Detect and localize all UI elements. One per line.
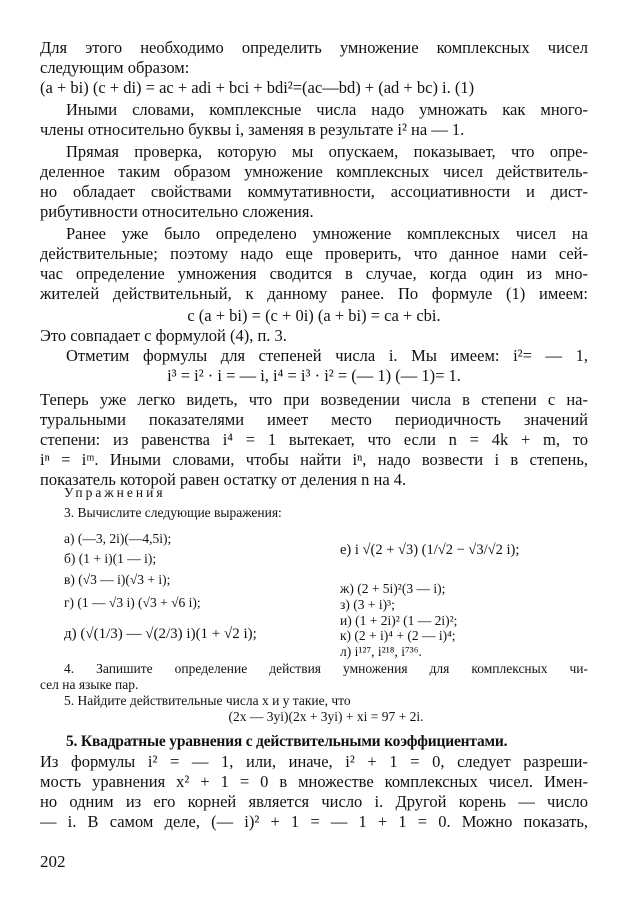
exercise-item: а) (—3, 2i)(—4,5i); bbox=[64, 531, 172, 546]
exercise-4-cont: сел на языке пар. bbox=[40, 677, 139, 692]
formula-1: (a + bi) (c + di) = ac + adi + bci + bdi²=(ac—bd) + (ad + bc) i. (1) bbox=[40, 78, 475, 97]
text-line: Иными словами, комплексные числа надо умножать как много- bbox=[66, 100, 588, 119]
text-line: Из формулы i² = — 1, или, иначе, i² + 1 = 0, следует разреши- bbox=[40, 752, 588, 771]
section-heading: 5. Квадратные уравнения с действительными коэффициентами. bbox=[66, 733, 508, 750]
text-line: Отметим формулы для степеней числа i. Мы имеем: i²= — 1, bbox=[66, 346, 588, 365]
text-line: члены относительно буквы i, заменяя в результате i² на — 1. bbox=[40, 120, 465, 139]
text-line: час определение умножения сводится в случае, когда один из мно- bbox=[40, 264, 588, 283]
exercise-5-formula: (2x — 3yi)(2x + 3yi) + xi = 97 + 2i. bbox=[228, 709, 424, 724]
text-line: действительные; поэтому надо еще проверить, что данное нами сей- bbox=[40, 244, 588, 263]
formula-powers: i³ = i² · i = — i, i⁴ = i³ · i² = (— 1) (— 1)= 1. bbox=[167, 366, 461, 385]
text-line: Теперь уже легко видеть, что при возведении числа в степени с на- bbox=[40, 390, 588, 409]
text-line: Для этого необходимо определить умножение комплексных чисел bbox=[40, 38, 588, 57]
text-line: Это совпадает с формулой (4), п. 3. bbox=[40, 326, 287, 345]
exercises-heading: Упражнения bbox=[64, 485, 166, 500]
text-line: но одним из его корней является число i. Другой корень — число bbox=[40, 792, 588, 811]
text-line: следующим образом: bbox=[40, 58, 190, 77]
text-line: туральными показателями имеет место периодичность значений bbox=[40, 410, 588, 429]
text-line: iⁿ = iᵐ. Иными словами, чтобы найти iⁿ, надо возвести i в степень, bbox=[40, 450, 588, 469]
exercise-item: г) (1 — √3 i) (√3 + √6 i); bbox=[64, 595, 201, 610]
text-line: степени: из равенства i⁴ = 1 вытекает, что если n = 4k + m, то bbox=[40, 430, 588, 449]
exercise-item: к) (2 + i)⁴ + (2 — i)⁴; bbox=[340, 628, 456, 643]
text-line: мость уравнения x² + 1 = 0 в множестве комплексных чисел. Имен- bbox=[40, 772, 588, 791]
text-line: Прямая проверка, которую мы опускаем, показывает, что опре- bbox=[66, 142, 588, 161]
page-number: 202 bbox=[40, 852, 66, 871]
exercise-item: и) (1 + 2i)² (1 — 2i)²; bbox=[340, 613, 458, 628]
text-line: деленное таким образом умножение комплексных чисел действитель- bbox=[40, 162, 588, 181]
exercise-5: 5. Найдите действительные числа x и y такие, что bbox=[64, 693, 351, 708]
exercise-item: ж) (2 + 5i)²(3 — i); bbox=[340, 581, 446, 596]
text-line: рибутивности относительно сложения. bbox=[40, 202, 314, 221]
text-line: но обладает свойствами коммутативности, ассоциативности и дист- bbox=[40, 182, 588, 201]
exercise-item: б) (1 + i)(1 — i); bbox=[64, 551, 157, 566]
text-line: показатель которой равен остатку от деления n на 4. bbox=[40, 470, 407, 489]
formula-display: c (a + bi) = (c + 0i) (a + bi) = ca + cbi. bbox=[187, 306, 441, 325]
exercise-3-title: 3. Вычислите следующие выражения: bbox=[64, 505, 282, 520]
exercise-item: е) i √(2 + √3) (1/√2 − √3/√2 i); bbox=[340, 542, 520, 558]
exercise-item: з) (3 + i)³; bbox=[340, 597, 395, 612]
exercise-item: д) (√(1/3) — √(2/3) i)(1 + √2 i); bbox=[64, 626, 257, 642]
exercise-item: в) (√3 — i)(√3 + i); bbox=[64, 572, 171, 587]
text-line: — i. В самом деле, (— i)² + 1 = — 1 + 1 = 0. Можно показать, bbox=[40, 812, 588, 831]
exercise-item: л) i¹²⁷, i²¹⁸, i⁷³⁶. bbox=[340, 644, 422, 659]
text-line: Ранее уже было определено умножение комплексных чисел на bbox=[66, 224, 588, 243]
text-line: жителей действительный, к данному ранее. По формуле (1) имеем: bbox=[40, 284, 588, 303]
exercise-4: 4. Запишите определение действия умножения для комплексных чи- bbox=[64, 661, 588, 676]
